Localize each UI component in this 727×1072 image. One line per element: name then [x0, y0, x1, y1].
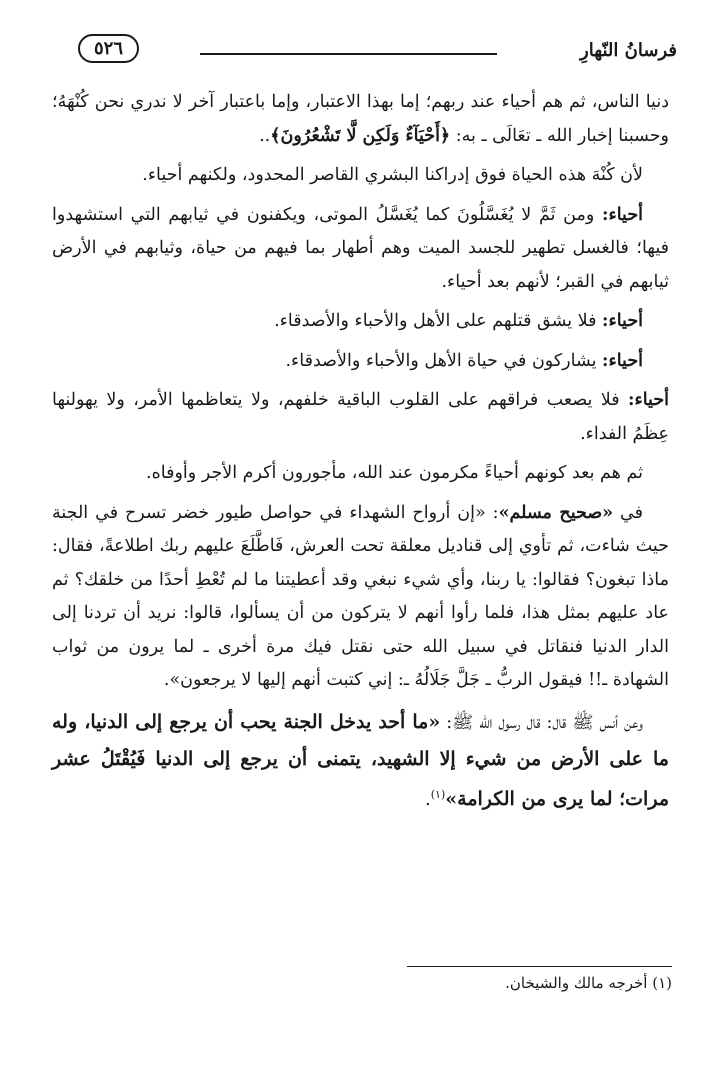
paragraph-8: في «صحيح مسلم»: «إن أرواح الشهداء في حواصل طيور خضر تسرح في الجنة حيث شاءت، ثم تأوي إلى قناديل معلقة تحت العرش، فَاطَّلَعَ عليهم ربك اطلاعةً، فقال: ماذا تبغون؟ فقالوا: يا ربنا، وأي شيء نبغي وقد أعطيتنا ما لم تُعْطِ أحدًا من خلقك؟ ثم عاد عليهم بمثل هذا، فلما رأوا أنهم لا يتركون من أن يسألوا، قالوا: نريد أن تردنا إلى الدار الدنيا فنقاتل في سبيل الله حتى نقتل فيك مرة أخرى ـ لما يرون من ثواب الشهادة ـ!! فيقول الربُّ ـ جَلَّ جَلَالُهُ ـ: إني كتبت أنهم إليها لا يرجعون».: [52, 502, 669, 690]
footnote-rule: [407, 966, 672, 967]
paragraph-lead: أحياء:: [602, 204, 643, 225]
footnote: (١) أخرجه مالك والشيخان.: [505, 974, 672, 992]
paragraph-lead: أحياء:: [628, 390, 669, 410]
body-text: [52, 86, 669, 823]
paragraph-2: لأن كُنْهَ هذه الحياة فوق إدراكنا البشري القاصر المحدود، ولكنهم أحياء.: [142, 165, 643, 185]
quran-verse: ﴿أَحْيَآءٌ وَلَكِن لَّا تَشْعُرُونَ﴾: [270, 125, 451, 146]
paragraph-5: أحياء: يشاركون في حياة الأهل والأحباء والأصدقاء.: [285, 350, 643, 371]
running-title: فرسانُ النّهارِ: [580, 40, 677, 61]
paragraph-1: دنيا الناس، ثم هم أحياء عند ربهم؛ إما بهذا الاعتبار، وإما باعتبار آخر لا ندري نحن كُنْهَهُ؛ وحسبنا إخبار الله ـ تعَالَى ـ به: ﴿أَحْيَآءٌ وَلَكِن لَّا تَشْعُرُونَ﴾..: [52, 92, 669, 146]
page-number: ٥٢٦: [78, 34, 139, 63]
paragraph-lead: أحياء:: [602, 350, 643, 371]
paragraph-lead: أحياء:: [602, 311, 643, 331]
paragraph-9: وعن أنس ﷺ قال: قال رسول الله ﷺ: «ما أحد يدخل الجنة يحب أن يرجع إلى الدنيا، وله ما على الأرض من شيء إلا الشهيد، يتمنى أن يرجع إلى الدنيا فَيُقْتَلُ عشر مرات؛ لما يرى من الكرامة»$^{(١)}$.: [52, 710, 669, 810]
paragraph-4: أحياء: فلا يشق قتلهم على الأهل والأحباء والأصدقاء.: [274, 311, 643, 331]
hadith-text: «ما أحد يدخل الجنة يحب أن يرجع إلى الدنيا، وله ما على الأرض من شيء إلا الشهيد، يتمنى أن يرجع إلى الدنيا فَيُقْتَلُ عشر مرات؛ لما يرى من الكرامة»: [52, 710, 669, 810]
page-header: [50, 30, 677, 74]
header-rule: [200, 53, 497, 55]
footnote-ref: (١): [430, 787, 446, 801]
source-title: «صحيح مسلم»: [498, 502, 614, 523]
paragraph-3: أحياء: ومن ثَمَّ لا يُغَسَّلُونَ كما يُغَسَّلُ الموتى، ويكفنون في ثيابهم التي استشهدوا فيها؛ فالغسل تطهير للجسد الميت وهم أطهار بما فيهم من حياة، وثيابهم في الأرض ثيابهم في القبر؛ لأنهم بعد أحياء.: [52, 204, 669, 292]
paragraph-7: ثم هم بعد كونهم أحياءً مكرمون عند الله، مأجورون أكرم الأجر وأوفاه.: [146, 463, 643, 483]
paragraph-6: أحياء: فلا يصعب فراقهم على القلوب الباقية خلفهم، ولا يتعاظمها الأمر، ولا يهولنها عِظَمُ الفداء.: [52, 390, 669, 444]
